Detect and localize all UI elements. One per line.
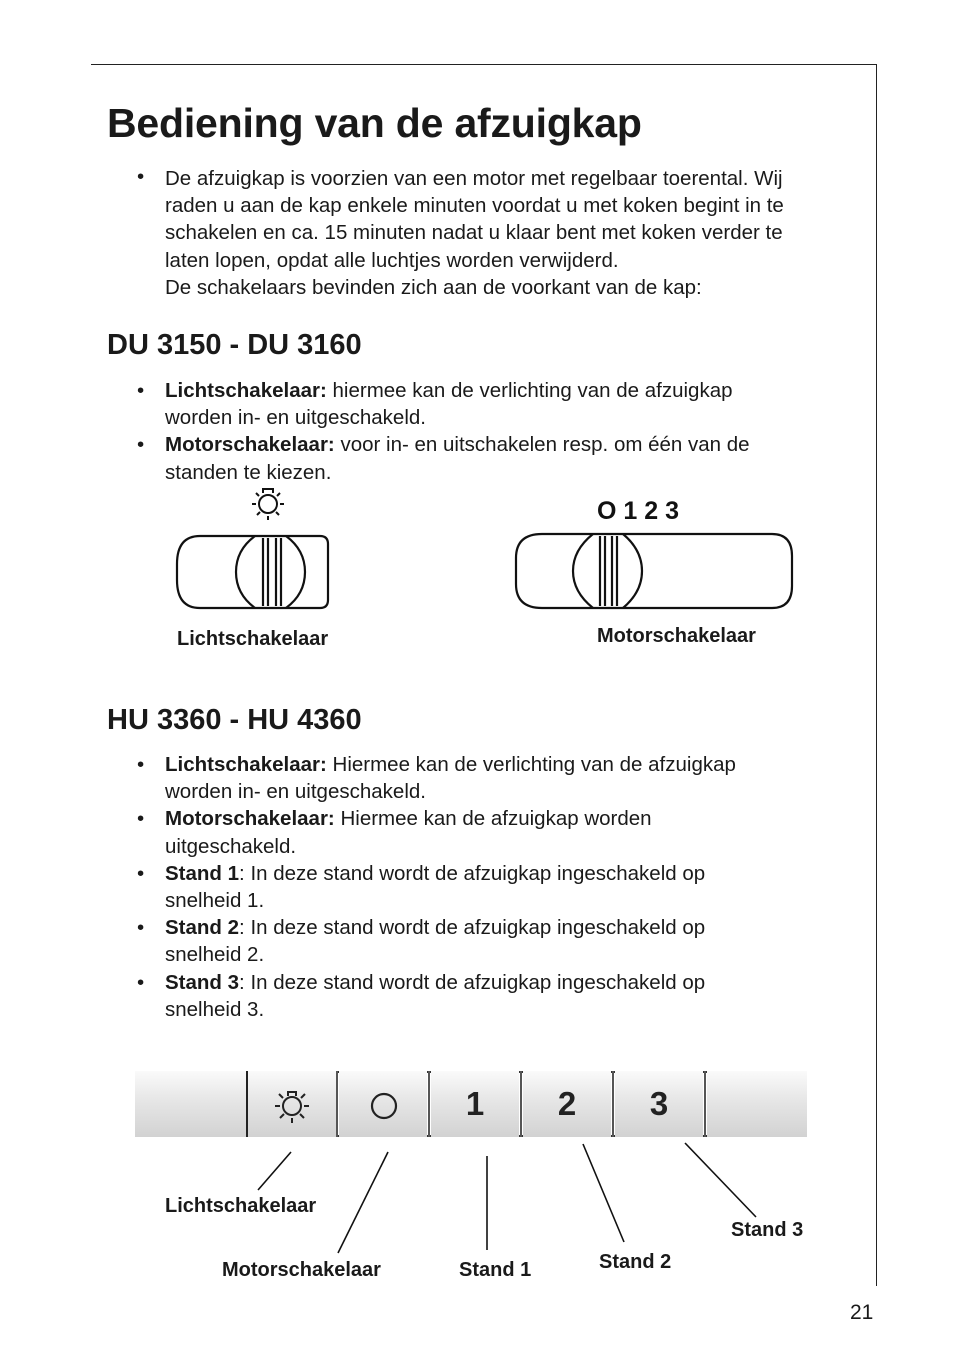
panel-motor-label: Motorschakelaar — [222, 1259, 381, 1281]
light-bulb-icon — [252, 489, 284, 520]
item-term: Lichtschakelaar: — [165, 753, 327, 776]
item-term: Stand 3 — [165, 970, 240, 994]
item-term: Stand 1 — [165, 861, 240, 885]
right-rule — [876, 64, 877, 1286]
top-rule — [91, 64, 877, 65]
motor-off-button[interactable] — [339, 1071, 427, 1137]
bullet: • — [137, 165, 145, 188]
intro-line: schakelen en ca. 15 minuten nadat u klaar bent met koken verder te — [165, 221, 783, 245]
item-term: Stand 2 — [165, 916, 240, 940]
motor-scale: O 1 2 3 — [597, 497, 679, 525]
panel-stand3-label: Stand 3 — [731, 1219, 804, 1241]
item-term: Lichtschakelaar: — [165, 379, 327, 402]
list-item: • Lichtschakelaar: Hiermee kan de verlichting van de afzuigkap worden in- en uitgeschakeld. — [137, 753, 736, 804]
panel-blank-left — [135, 1071, 246, 1137]
panel-blank-right — [707, 1071, 807, 1137]
panel-light-label: Lichtschakelaar — [165, 1195, 317, 1217]
intro-paragraph — [165, 165, 855, 301]
light-button[interactable] — [248, 1071, 336, 1137]
circle-off-icon — [339, 1071, 427, 1137]
du-list — [137, 377, 837, 486]
panel-stand1-label: Stand 1 — [459, 1259, 532, 1281]
list-item: • Stand 1: In deze stand wordt de afzuigkap ingeschakeld op snelheid 1. — [137, 861, 706, 913]
motor-switch — [516, 534, 792, 608]
panel-stand2-label: Stand 2 — [599, 1251, 672, 1273]
intro-line: laten lopen, opdat alle luchtjes worden verwijderd. — [165, 248, 619, 272]
list-item: • Motorschakelaar: voor in- en uitschakelen resp. om één van de standen te kiezen. — [137, 433, 750, 484]
stand1-button[interactable]: 1 — [431, 1071, 519, 1137]
list-item: • Stand 3: In deze stand wordt de afzuigkap ingeschakeld op snelheid 3. — [137, 970, 706, 1021]
intro-line: De afzuigkap is voorzien van een motor met regelbaar toerental. Wij — [165, 167, 783, 190]
light-bulb-icon — [248, 1071, 336, 1137]
section-heading-du: DU 3150 - DU 3160 — [107, 329, 362, 361]
list-item: • Motorschakelaar: Hiermee kan de afzuigkap worden uitgeschakeld. — [137, 807, 652, 858]
light-switch — [177, 536, 328, 608]
intro-line: De schakelaars bevinden zich aan de voorkant van de kap: — [165, 275, 702, 299]
stand2-button[interactable]: 2 — [523, 1071, 611, 1137]
button-panel — [135, 1071, 807, 1137]
motor-switch-label: Motorschakelaar — [597, 625, 756, 647]
list-item: • Stand 2: In deze stand wordt de afzuigkap ingeschakeld op snelheid 2. — [137, 916, 706, 967]
hu-list — [137, 751, 837, 1023]
stand3-button[interactable]: 3 — [615, 1071, 703, 1137]
section-heading-hu: HU 3360 - HU 4360 — [107, 704, 362, 736]
intro-line: raden u aan de kap enkele minuten voordat u met koken begint in te — [165, 194, 784, 218]
item-term: Motorschakelaar: — [165, 807, 335, 831]
page-title: Bediening van de afzuigkap — [107, 100, 642, 146]
light-switch-label: Lichtschakelaar — [177, 628, 329, 650]
list-item: • Lichtschakelaar: hiermee kan de verlichting van de afzuigkap worden in- en uitgeschakeld. — [137, 379, 733, 430]
rocker-switch-figure — [160, 480, 820, 620]
item-term: Motorschakelaar: — [165, 433, 335, 457]
page-number: 21 — [850, 1301, 874, 1324]
